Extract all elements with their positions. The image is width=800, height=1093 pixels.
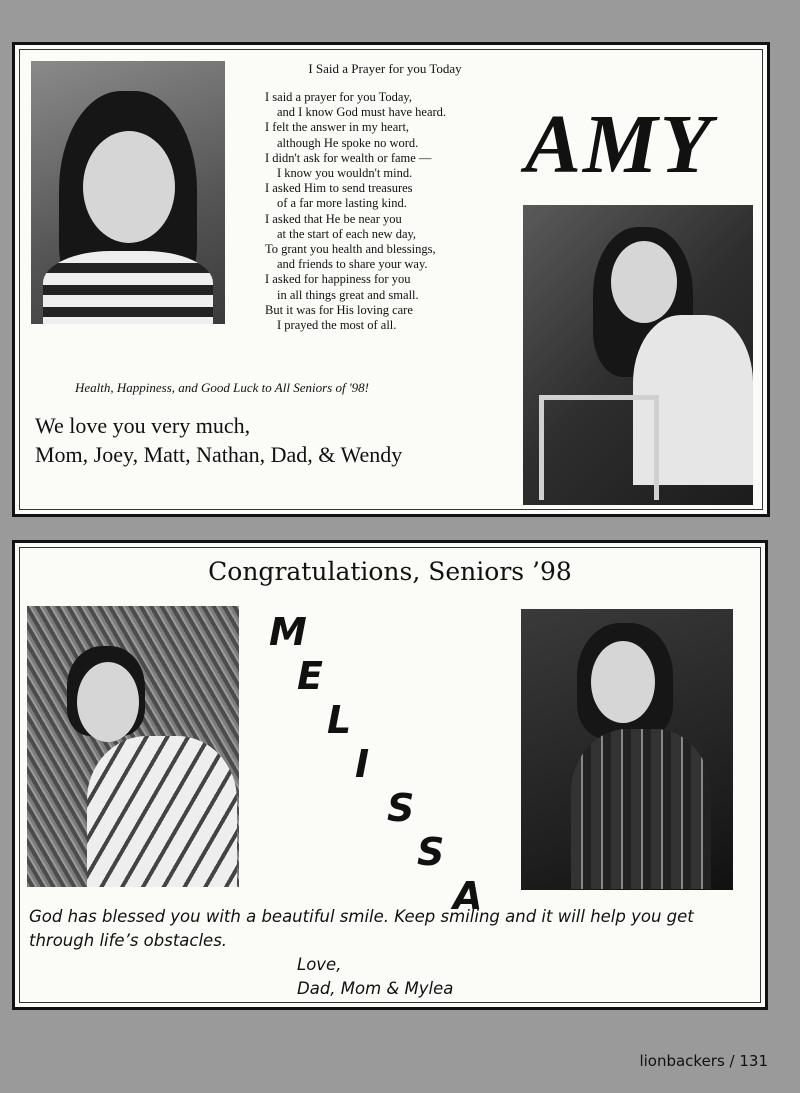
amy-name-heading: AMY bbox=[525, 98, 714, 191]
amy-love-message bbox=[35, 411, 402, 469]
poem-text bbox=[265, 90, 525, 333]
poem-line: in all things great and small. bbox=[277, 287, 419, 302]
health-happiness-line: Health, Happiness, and Good Luck to All Seniors of '98! bbox=[75, 380, 369, 395]
poem-line: although He spoke no word. bbox=[277, 135, 419, 150]
amy-senior-photo bbox=[523, 205, 753, 505]
melissa-name-letter: L bbox=[327, 698, 352, 742]
melissa-love-line-1: Love, bbox=[297, 955, 342, 974]
poem-line: and friends to share your way. bbox=[277, 257, 428, 272]
amy-love-line-2: Mom, Joey, Matt, Nathan, Dad, & Wendy bbox=[35, 442, 403, 467]
poem-line: I prayed the most of all. bbox=[277, 318, 397, 333]
poem-line: I asked Him to send treasures bbox=[265, 181, 413, 196]
poem-line: I said a prayer for you Today, bbox=[265, 90, 412, 104]
page-footer: lionbackers / 131 bbox=[639, 1052, 768, 1070]
poem-line: I asked for happiness for you bbox=[265, 272, 411, 287]
chair-shape bbox=[539, 395, 659, 500]
poem-line: But it was for His loving care bbox=[265, 302, 413, 317]
melissa-name-letter: S bbox=[387, 786, 415, 830]
poem-line: I didn't ask for wealth or fame — bbox=[265, 150, 432, 165]
amy-love-line-1: We love you very much, bbox=[35, 413, 251, 438]
melissa-hay-photo bbox=[27, 606, 239, 887]
amy-ad-panel bbox=[12, 42, 770, 517]
melissa-name-letter: S bbox=[417, 830, 445, 874]
melissa-name-letter: A bbox=[453, 874, 483, 918]
amy-childhood-photo bbox=[31, 61, 225, 324]
melissa-message: God has blessed you with a beautiful smile. Keep smiling and it will help you get through life’s obstacles. bbox=[29, 907, 694, 950]
melissa-name-letter: E bbox=[297, 654, 323, 698]
poem-line: at the start of each new day, bbox=[277, 226, 417, 241]
congratulations-heading: Congratulations, Seniors ’98 bbox=[208, 557, 572, 586]
poem-line: To grant you health and blessings, bbox=[265, 242, 436, 257]
melissa-love-signature bbox=[297, 953, 453, 1001]
melissa-name-letter: I bbox=[355, 742, 370, 786]
melissa-love-line-2: Dad, Mom & Mylea bbox=[297, 979, 454, 998]
poem-line: I asked that He be near you bbox=[265, 211, 402, 226]
melissa-portrait-photo bbox=[521, 609, 733, 890]
poem-line: I felt the answer in my heart, bbox=[265, 120, 410, 135]
melissa-ad-panel bbox=[12, 540, 768, 1010]
melissa-name-letter: M bbox=[269, 610, 307, 654]
poem-line: and I know God must have heard. bbox=[277, 105, 447, 120]
poem-line: of a far more lasting kind. bbox=[277, 196, 407, 211]
poem-title: I Said a Prayer for you Today bbox=[308, 61, 462, 76]
poem-line: I know you wouldn't mind. bbox=[277, 166, 413, 181]
